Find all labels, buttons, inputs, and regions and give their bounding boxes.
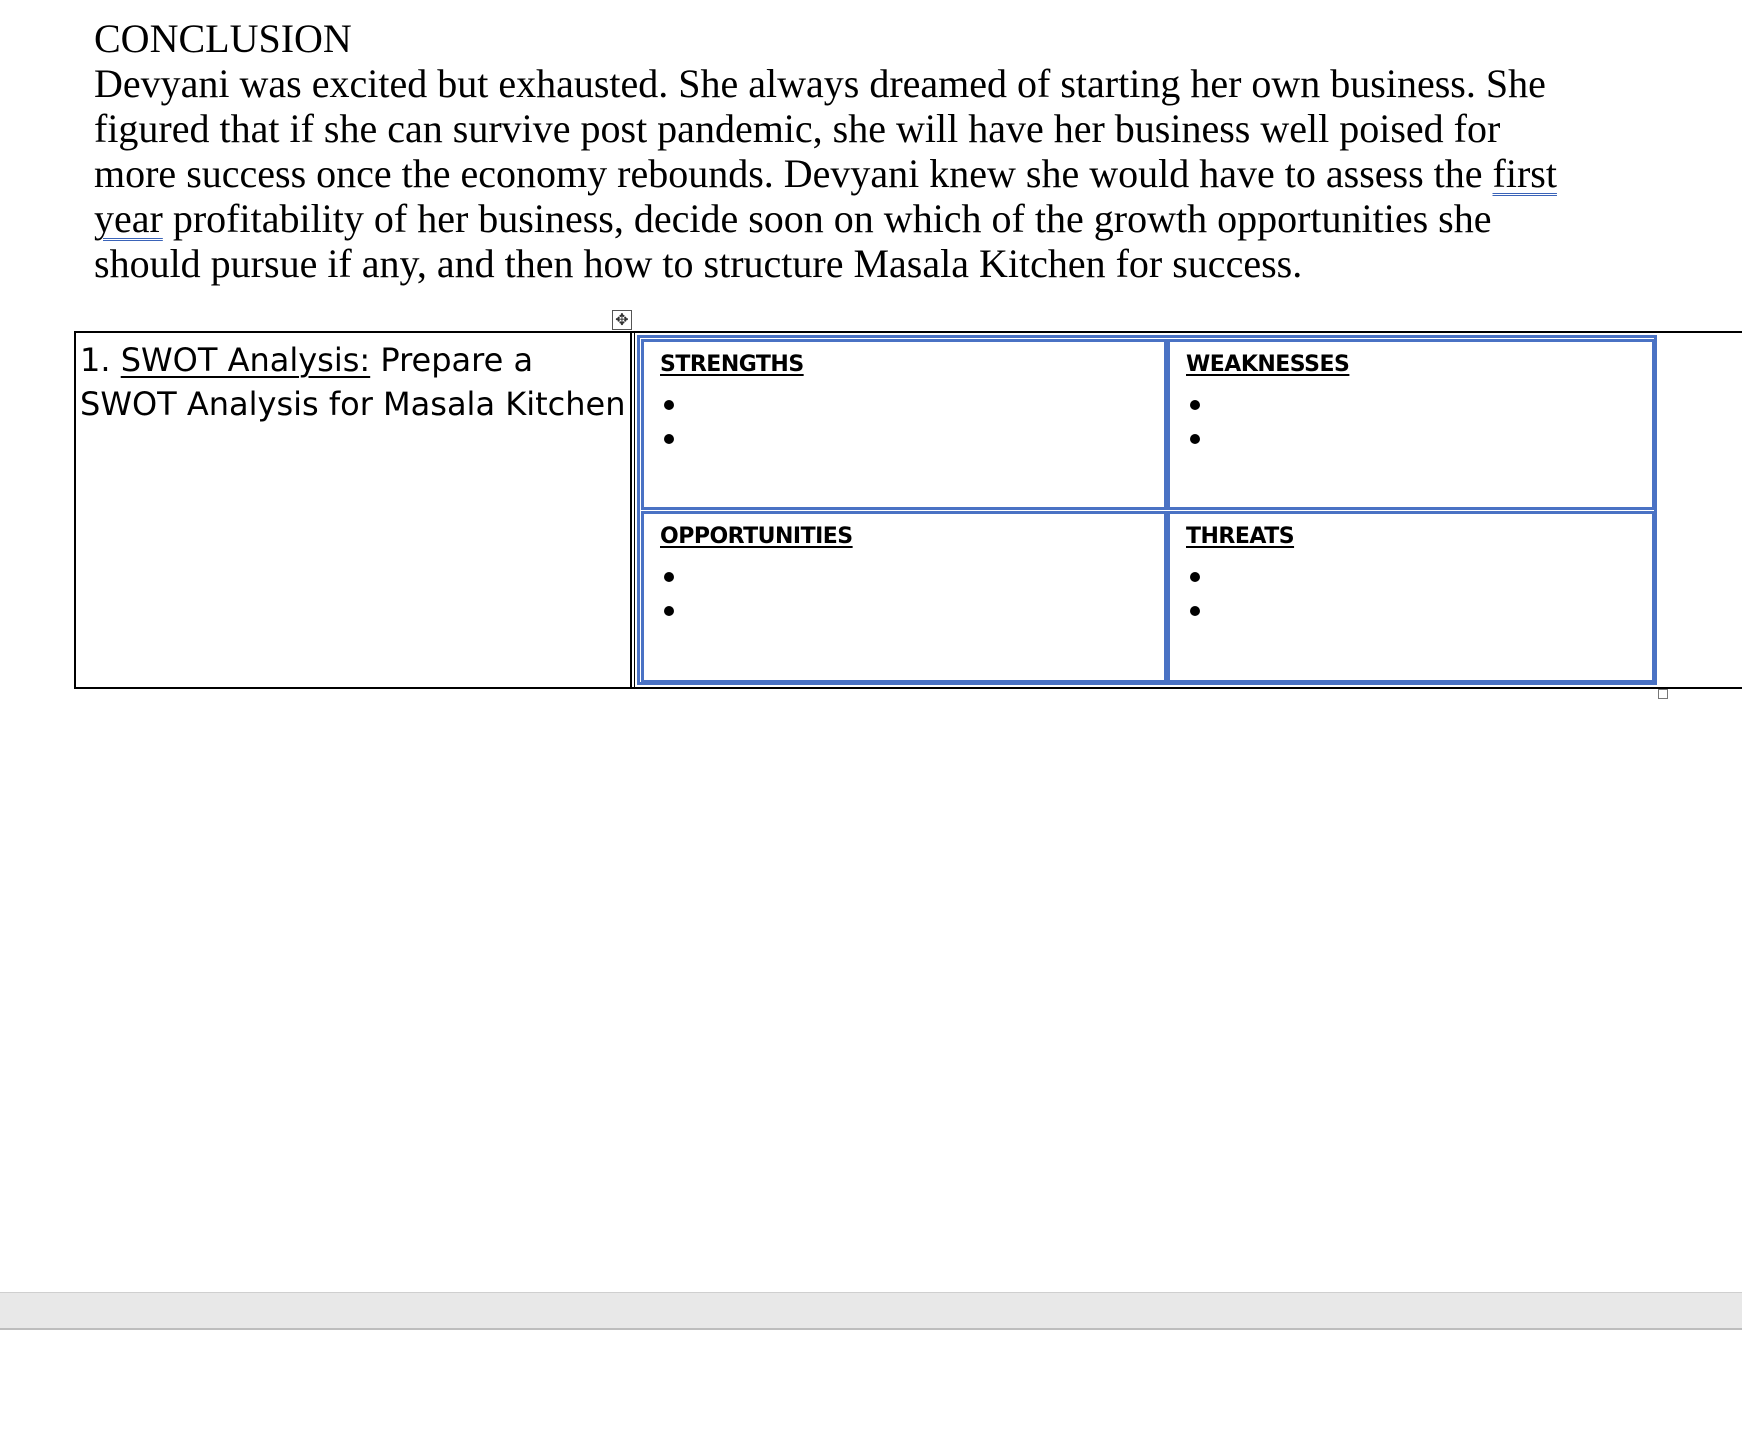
bullet-icon [664, 572, 674, 582]
bullet-icon [664, 606, 674, 616]
swot-weaknesses-cell[interactable] [1167, 339, 1655, 510]
question-text: Prepare a SWOT Analysis for Masala Kitchen [80, 341, 626, 423]
swot-opportunities-cell[interactable] [641, 511, 1167, 683]
threats-heading: THREATS [1186, 524, 1295, 549]
swot-threats-cell[interactable] [1167, 511, 1655, 683]
bullet-icon [1190, 572, 1200, 582]
bullet-icon [1190, 434, 1200, 444]
question-cell[interactable] [80, 338, 630, 426]
grammar-flag-first[interactable]: first [1492, 151, 1557, 196]
paragraph-line-4-text: profitability of her business, decide soon on which of the growth opportunities she [162, 196, 1492, 241]
bullet-icon [1190, 606, 1200, 616]
opportunities-heading: OPPORTUNITIES [660, 524, 853, 549]
grammar-flag-year[interactable]: year [94, 196, 163, 241]
question-title: SWOT Analysis: [120, 341, 371, 379]
table-column-divider-inner [634, 331, 635, 689]
conclusion-heading: CONCLUSION [94, 16, 352, 61]
swot-strengths-cell[interactable] [641, 339, 1167, 510]
question-number: 1. [80, 341, 121, 379]
page-break-bar [0, 1292, 1742, 1330]
strengths-heading: STRENGTHS [660, 352, 804, 377]
move-handle-icon[interactable]: ✥ [612, 310, 632, 330]
weaknesses-heading: WEAKNESSES [1186, 352, 1350, 377]
paragraph-line-3-text: more success once the economy rebounds. Devyani knew she would have to assess the [94, 151, 1493, 196]
conclusion-paragraph [94, 61, 1574, 286]
bullet-icon [664, 434, 674, 444]
paragraph-line-4 [94, 196, 1574, 241]
bullet-icon [664, 400, 674, 410]
paragraph-line-3 [94, 151, 1574, 196]
resize-handle-icon[interactable] [1658, 689, 1668, 699]
bullet-icon [1190, 400, 1200, 410]
table-column-divider [630, 331, 632, 689]
paragraph-line-5: should pursue if any, and then how to structure Masala Kitchen for success. [94, 241, 1303, 286]
paragraph-line-2: figured that if she can survive post pandemic, she will have her business well poised for [94, 106, 1501, 151]
conclusion-section [94, 16, 1574, 286]
paragraph-line-1: Devyani was excited but exhausted. She always dreamed of starting her own business. She [94, 61, 1546, 106]
